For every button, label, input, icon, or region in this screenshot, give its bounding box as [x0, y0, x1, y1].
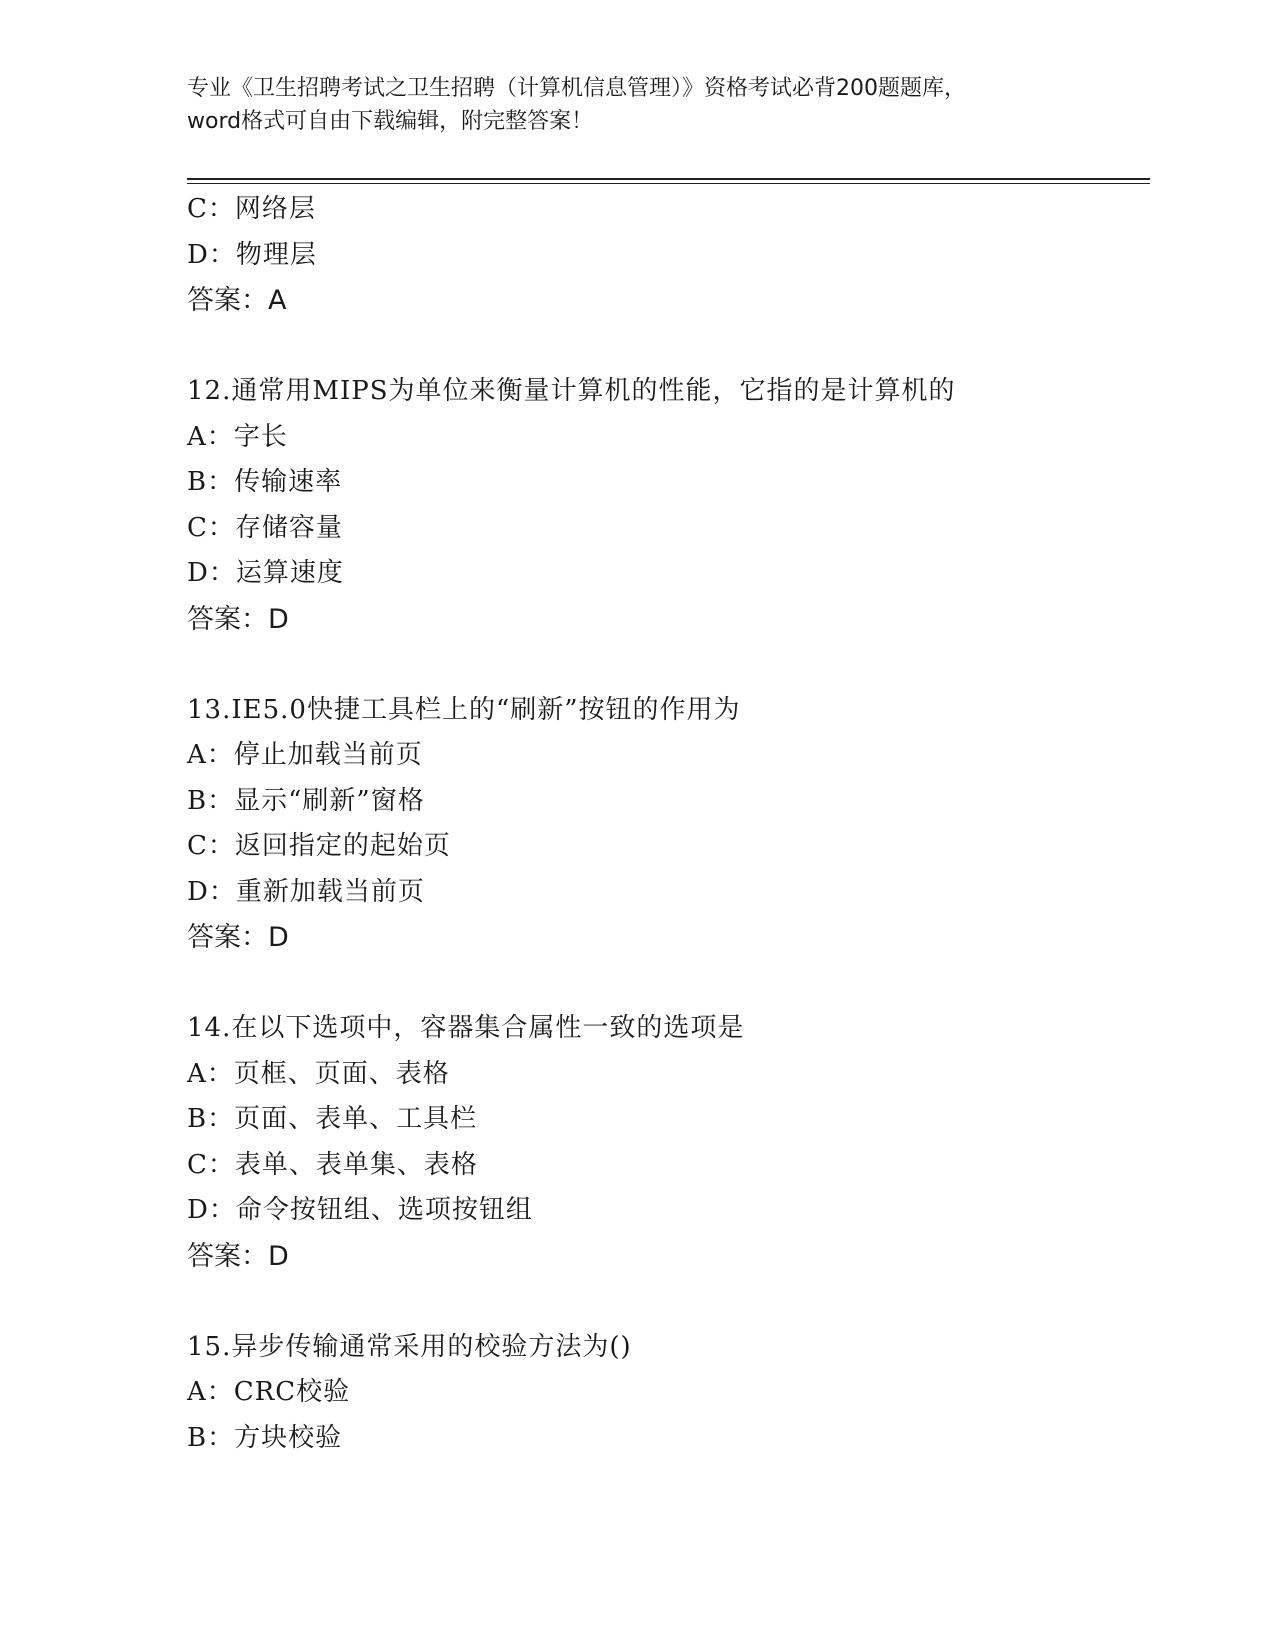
option-b: B：传输速率	[187, 467, 343, 497]
question-text: 12.通常用MIPS为单位来衡量计算机的性能，它指的是计算机的	[187, 376, 956, 406]
option-b: B：显示“刷新”窗格	[187, 785, 425, 816]
option-b: B：页面、表单、工具栏	[187, 1104, 478, 1134]
option-d: D：运算速度	[187, 558, 344, 588]
question-text: 15.异步传输通常采用的校验方法为()	[187, 1331, 632, 1362]
option-d: D：命令按钮组、选项按钮组	[187, 1195, 533, 1225]
option-a: A：CRC校验	[187, 1377, 351, 1407]
option-a: A：字长	[187, 421, 288, 452]
header-divider-thin	[187, 183, 1150, 184]
option-a: A：停止加载当前页	[187, 740, 423, 770]
header-title-line-2: word格式可自由下载编辑，附完整答案！	[187, 109, 594, 134]
question-spacer	[187, 642, 1147, 688]
option-c: C：网络层	[187, 194, 316, 224]
question-text: 14.在以下选项中，容器集合属性一致的选项是	[187, 1013, 745, 1043]
question-spacer	[187, 324, 1147, 370]
question-spacer	[187, 1279, 1147, 1325]
option-d: D：重新加载当前页	[187, 876, 425, 907]
header-title-line-1: 专业《卫生招聘考试之卫生招聘（计算机信息管理）》资格考试必背200题题库，	[187, 76, 966, 101]
question-text: 13.IE5.0快捷工具栏上的“刷新”按钮的作用为	[187, 694, 741, 725]
answer-line: 答案：D	[187, 1240, 289, 1272]
option-c: C：表单、表单集、表格	[187, 1149, 478, 1180]
answer-line: 答案：D	[187, 603, 289, 635]
answer-line: 答案：A	[187, 285, 287, 316]
option-b: B：方块校验	[187, 1422, 343, 1453]
option-a: A：页框、页面、表格	[187, 1058, 450, 1089]
question-spacer	[187, 961, 1147, 1007]
question-list	[187, 187, 1147, 1461]
document-header	[187, 72, 1087, 138]
option-d: D：物理层	[187, 239, 317, 270]
option-c: C：存储容量	[187, 512, 343, 543]
header-divider-thick	[187, 178, 1150, 180]
answer-line: 答案：D	[187, 922, 289, 953]
option-c: C：返回指定的起始页	[187, 831, 451, 861]
